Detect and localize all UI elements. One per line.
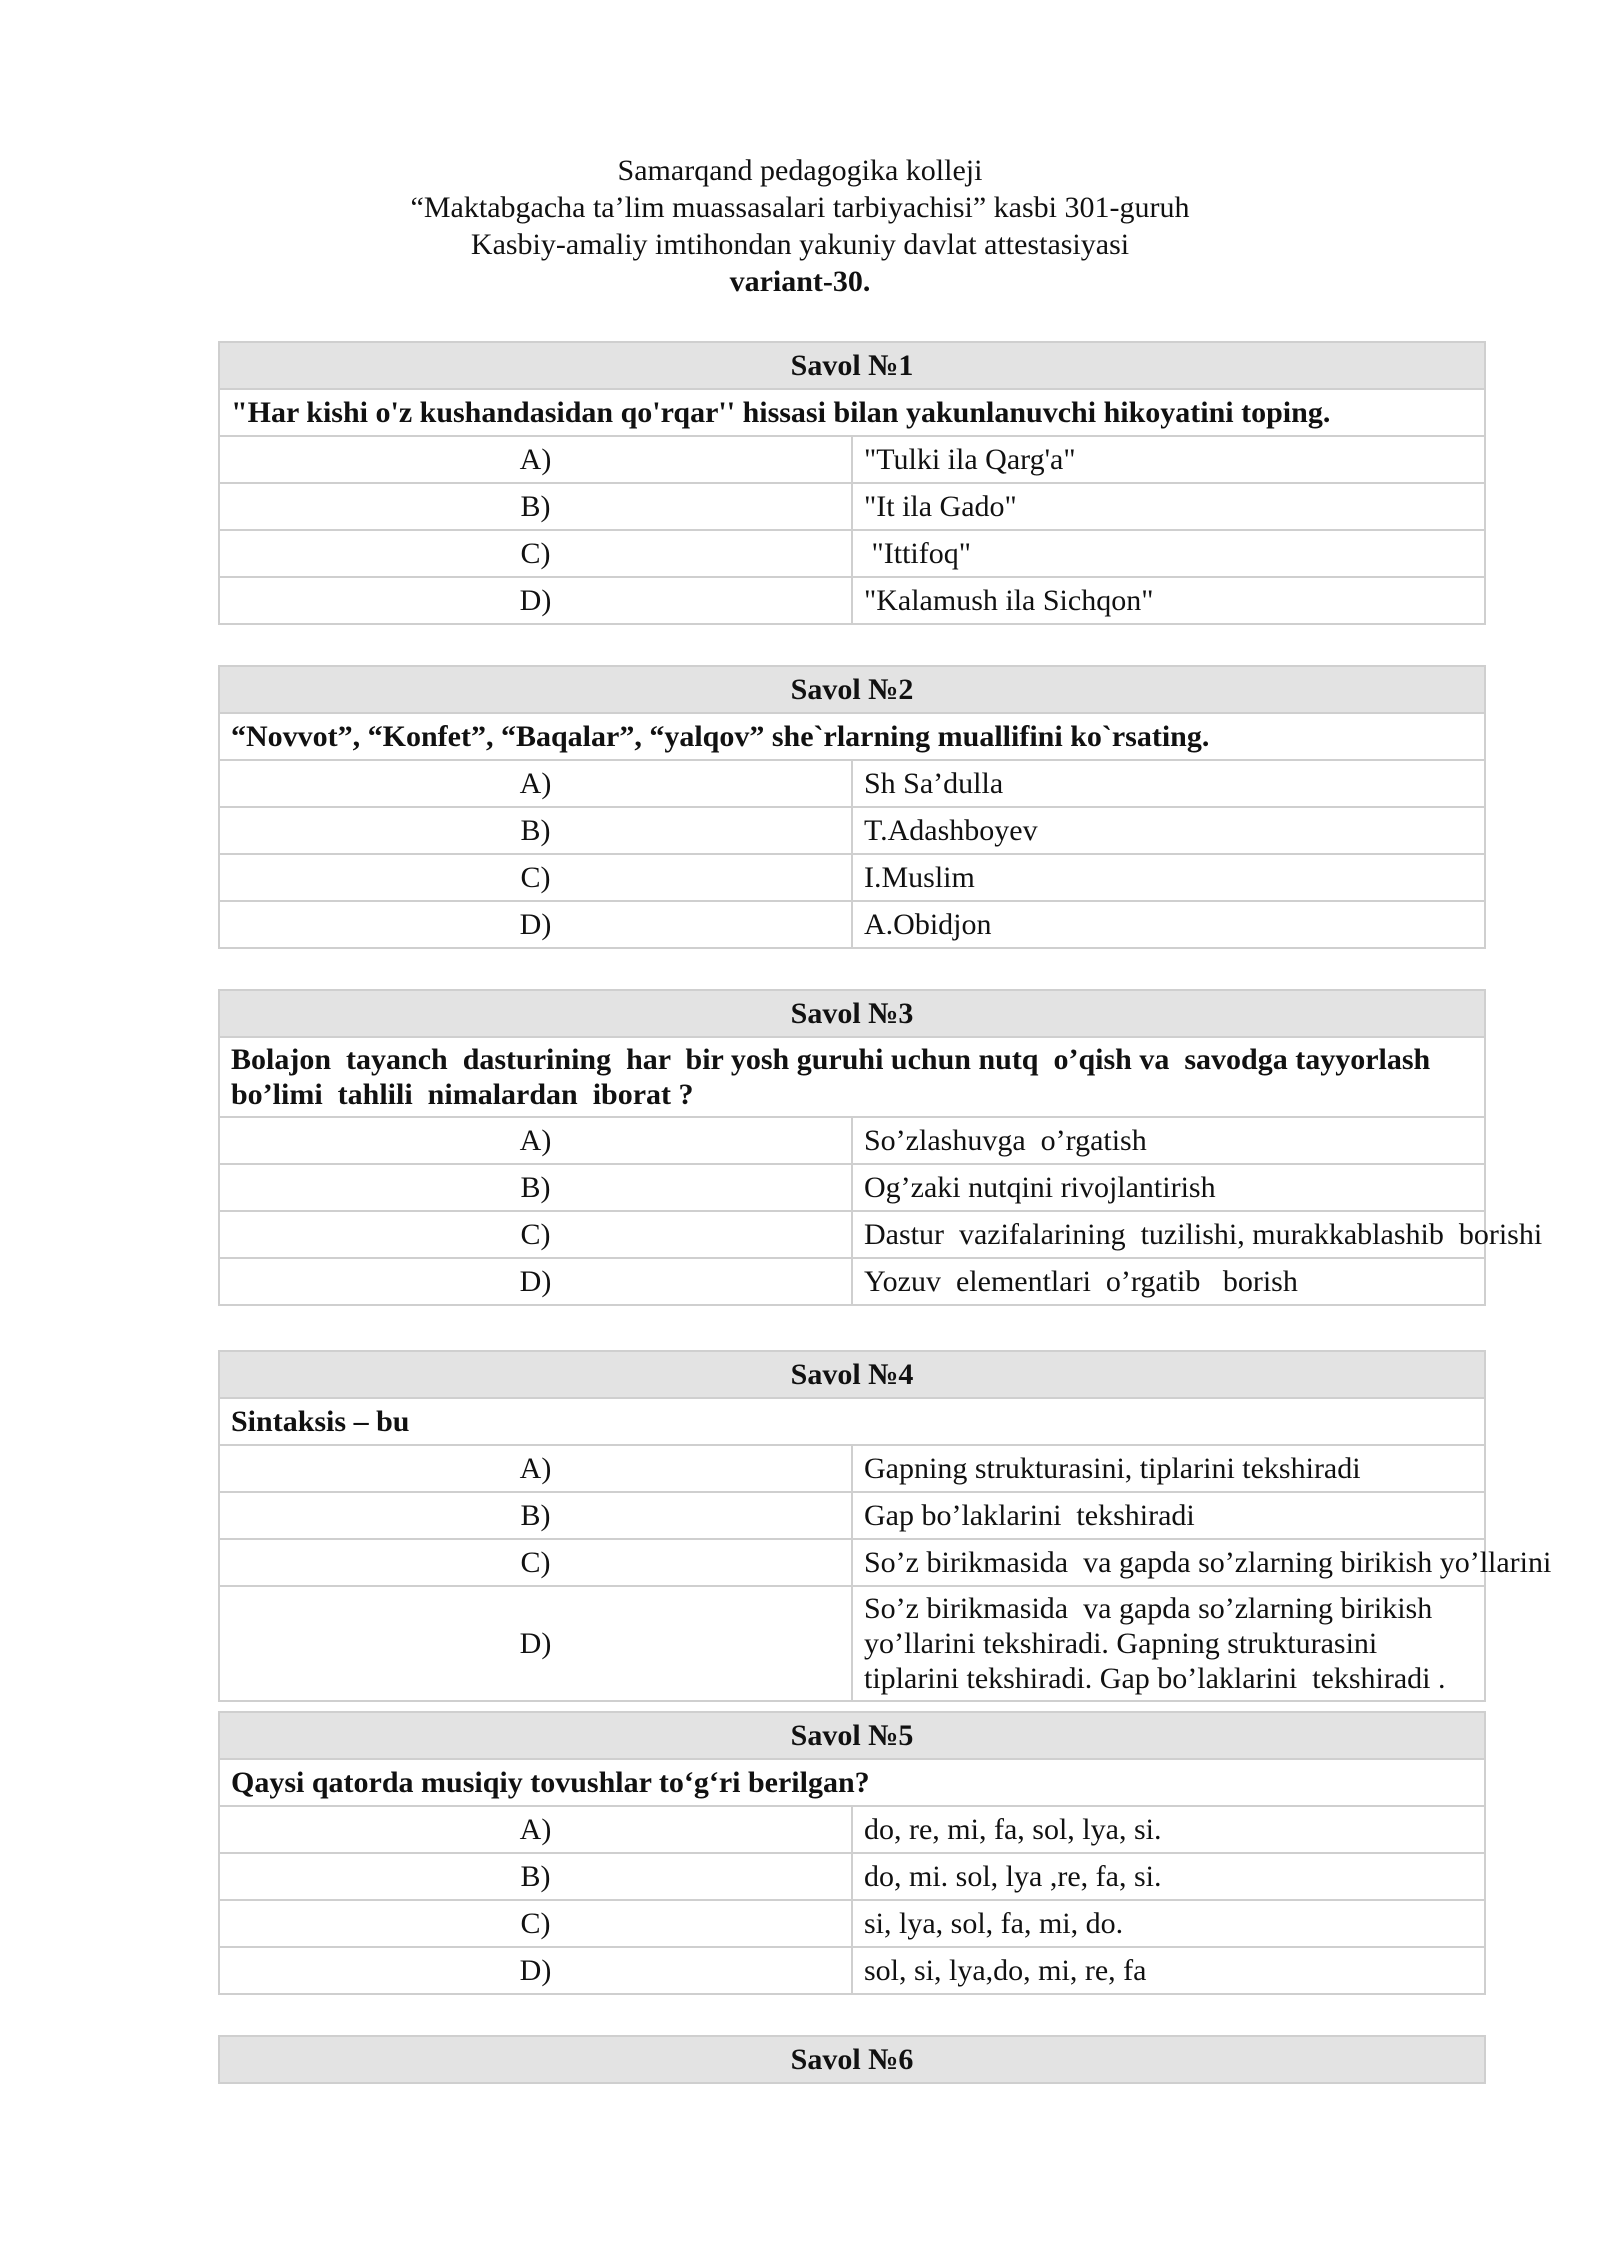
option-text: do, re, mi, fa, sol, lya, si. xyxy=(852,1806,1485,1853)
option-text: I.Muslim xyxy=(852,854,1485,901)
answer-option xyxy=(219,1117,1485,1164)
option-letter: C) xyxy=(219,1539,852,1586)
question-table-5 xyxy=(218,1711,1486,1995)
option-letter: D) xyxy=(219,901,852,948)
option-letter: C) xyxy=(219,530,852,577)
option-text: So’zlashuvga o’rgatish xyxy=(852,1117,1485,1164)
option-letter: B) xyxy=(219,807,852,854)
option-letter: C) xyxy=(219,1211,852,1258)
option-text: si, lya, sol, fa, mi, do. xyxy=(852,1900,1485,1947)
answer-option xyxy=(219,483,1485,530)
question-table-2 xyxy=(218,665,1486,949)
answer-option xyxy=(219,901,1485,948)
option-text: Gap bo’laklarini tekshiradi xyxy=(852,1492,1485,1539)
question-title: Savol №4 xyxy=(219,1351,1485,1398)
answer-option xyxy=(219,1164,1485,1211)
option-letter: A) xyxy=(219,436,852,483)
question-title: Savol №2 xyxy=(219,666,1485,713)
option-letter: A) xyxy=(219,1445,852,1492)
question-text: "Har kishi o'z kushandasidan qo'rqar'' hissasi bilan yakunlanuvchi hikoyatini toping. xyxy=(219,389,1485,436)
option-text: "Kalamush ila Sichqon" xyxy=(852,577,1485,624)
college-name: Samarqand pedagogika kolleji xyxy=(617,154,983,187)
option-letter: B) xyxy=(219,483,852,530)
option-letter: D) xyxy=(219,577,852,624)
option-text: Gapning strukturasini, tiplarini tekshiradi xyxy=(852,1445,1485,1492)
option-letter: A) xyxy=(219,1806,852,1853)
answer-option xyxy=(219,1806,1485,1853)
option-text: "Ittifoq" xyxy=(852,530,1485,577)
option-letter: B) xyxy=(219,1492,852,1539)
answer-option xyxy=(219,436,1485,483)
variant-label: variant-30. xyxy=(729,265,871,298)
question-text: Bolajon tayanch dasturining har bir yosh guruhi uchun nutq o’qish va savodga tayyorlash bo’limi tahlili nimalardan iborat ? xyxy=(219,1037,1485,1117)
option-letter: C) xyxy=(219,1900,852,1947)
option-letter: B) xyxy=(219,1853,852,1900)
answer-option xyxy=(219,760,1485,807)
question-text: Sintaksis – bu xyxy=(219,1398,1485,1445)
answer-option xyxy=(219,1586,1485,1701)
option-text: "Tulki ila Qarg'a" xyxy=(852,436,1485,483)
answer-option xyxy=(219,1853,1485,1900)
option-letter: A) xyxy=(219,1117,852,1164)
question-table-6 xyxy=(218,2035,1486,2084)
answer-option xyxy=(219,1258,1485,1305)
answer-option xyxy=(219,1211,1485,1258)
option-letter: C) xyxy=(219,854,852,901)
question-text: “Novvot”, “Konfet”, “Baqalar”, “yalqov” she`rlarning muallifini ko`rsating. xyxy=(219,713,1485,760)
option-letter: D) xyxy=(219,1947,852,1994)
question-table-3 xyxy=(218,989,1543,1306)
answer-option xyxy=(219,1900,1485,1947)
document-header xyxy=(0,152,1600,300)
question-title: Savol №1 xyxy=(219,342,1485,389)
answer-option xyxy=(219,577,1485,624)
option-letter: D) xyxy=(219,1258,852,1305)
question-title: Savol №3 xyxy=(219,990,1485,1037)
answer-option xyxy=(219,807,1485,854)
option-text: Yozuv elementlari o’rgatib borish xyxy=(852,1258,1485,1305)
answer-option xyxy=(219,1445,1485,1492)
question-title: Savol №5 xyxy=(219,1712,1485,1759)
answer-option xyxy=(219,530,1485,577)
answer-option xyxy=(219,1492,1485,1539)
question-table-4 xyxy=(218,1350,1552,1702)
option-letter: D) xyxy=(219,1586,852,1701)
exam-name: Kasbiy-amaliy imtihondan yakuniy davlat attestasiyasi xyxy=(470,228,1130,261)
question-text: Qaysi qatorda musiqiy tovushlar to‘g‘ri berilgan? xyxy=(219,1759,1485,1806)
option-text: So’z birikmasida va gapda so’zlarning birikish yo’llarini xyxy=(852,1539,1485,1586)
answer-option xyxy=(219,1539,1485,1586)
option-letter: B) xyxy=(219,1164,852,1211)
option-text: A.Obidjon xyxy=(852,901,1485,948)
option-text: Dastur vazifalarining tuzilishi, murakkablashib borishi xyxy=(852,1211,1485,1258)
option-text: Sh Sa’dulla xyxy=(852,760,1485,807)
option-text: Og’zaki nutqini rivojlantirish xyxy=(852,1164,1485,1211)
option-text: So’z birikmasida va gapda so’zlarning birikish yo’llarini tekshiradi. Gapning strukturasini tiplarini tekshiradi. Gap bo’laklarini tekshiradi . xyxy=(852,1586,1485,1701)
option-text: "It ila Gado" xyxy=(852,483,1485,530)
answer-option xyxy=(219,854,1485,901)
question-title: Savol №6 xyxy=(219,2036,1485,2083)
option-letter: A) xyxy=(219,760,852,807)
option-text: do, mi. sol, lya ,re, fa, si. xyxy=(852,1853,1485,1900)
option-text: sol, si, lya,do, mi, re, fa xyxy=(852,1947,1485,1994)
option-text: T.Adashboyev xyxy=(852,807,1485,854)
question-table-1 xyxy=(218,341,1486,625)
answer-option xyxy=(219,1947,1485,1994)
program-name: “Maktabgacha ta’lim muassasalari tarbiyachisi” kasbi 301-guruh xyxy=(410,191,1190,224)
